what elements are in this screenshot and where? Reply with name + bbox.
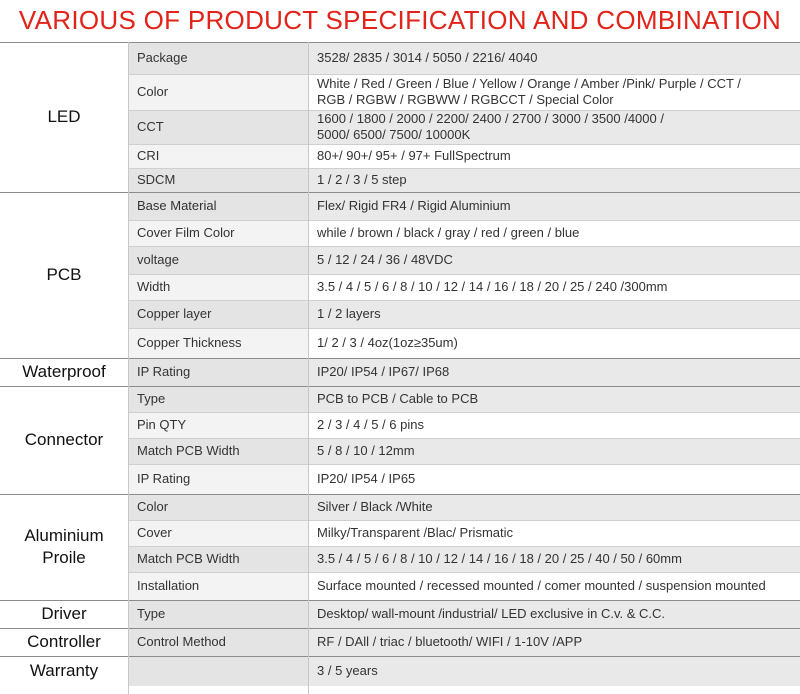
property-label: Copper layer bbox=[128, 300, 308, 328]
property-label: Color bbox=[128, 74, 308, 110]
property-value: 3.5 / 4 / 5 / 6 / 8 / 10 / 12 / 14 / 16 / 18 / 20 / 25 / 240 /300mm bbox=[308, 274, 800, 300]
property-value: 80+/ 90+/ 95+ / 97+ FullSpectrum bbox=[308, 144, 800, 168]
section-divider bbox=[0, 600, 800, 601]
property-label: Match PCB Width bbox=[128, 546, 308, 572]
property-label: Type bbox=[128, 600, 308, 628]
property-label: Match PCB Width bbox=[128, 438, 308, 464]
property-label: Type bbox=[128, 386, 308, 412]
property-label: Cover bbox=[128, 520, 308, 546]
section-label: Controller bbox=[0, 628, 128, 656]
property-value: 1 / 2 / 3 / 5 step bbox=[308, 168, 800, 192]
property-value: while / brown / black / gray / red / green / blue bbox=[308, 220, 800, 246]
row-divider bbox=[128, 110, 800, 111]
property-value: 3528/ 2835 / 3014 / 5050 / 2216/ 4040 bbox=[308, 42, 800, 74]
property-label: Package bbox=[128, 42, 308, 74]
property-value: 3 / 5 years bbox=[308, 656, 800, 686]
property-value: 1/ 2 / 3 / 4oz(1oz≥35um) bbox=[308, 328, 800, 358]
property-value: 3.5 / 4 / 5 / 6 / 8 / 10 / 12 / 14 / 16 / 18 / 20 / 25 / 40 / 50 / 60mm bbox=[308, 546, 800, 572]
property-label: voltage bbox=[128, 246, 308, 274]
section-divider bbox=[0, 628, 800, 629]
property-label bbox=[128, 656, 308, 686]
section-label: LED bbox=[0, 42, 128, 192]
section-divider bbox=[0, 386, 800, 387]
property-label: CRI bbox=[128, 144, 308, 168]
property-label: Installation bbox=[128, 572, 308, 600]
property-label: Copper Thickness bbox=[128, 328, 308, 358]
property-value: 2 / 3 / 4 / 5 / 6 pins bbox=[308, 412, 800, 438]
spec-table bbox=[0, 42, 800, 694]
row-divider bbox=[128, 546, 800, 547]
property-label: Base Material bbox=[128, 192, 308, 220]
row-divider bbox=[128, 412, 800, 413]
property-label: Pin QTY bbox=[128, 412, 308, 438]
section-label: Waterproof bbox=[0, 358, 128, 386]
property-value: Milky/Transparent /Blac/ Prismatic bbox=[308, 520, 800, 546]
section-divider bbox=[0, 192, 800, 193]
property-value: Surface mounted / recessed mounted / comer mounted / suspension mounted bbox=[308, 572, 800, 600]
column-divider bbox=[308, 42, 309, 694]
property-label: IP Rating bbox=[128, 464, 308, 494]
row-divider bbox=[128, 74, 800, 75]
page-title: VARIOUS OF PRODUCT SPECIFICATION AND COMBINATION bbox=[18, 4, 782, 35]
row-divider bbox=[128, 168, 800, 169]
row-divider bbox=[128, 520, 800, 521]
section-label: Driver bbox=[0, 600, 128, 628]
column-divider bbox=[128, 42, 129, 694]
property-value: 1600 / 1800 / 2000 / 2200/ 2400 / 2700 / 3000 / 3500 /4000 / 5000/ 6500/ 7500/ 10000K bbox=[308, 110, 800, 144]
property-value: Silver / Black /White bbox=[308, 494, 800, 520]
row-divider bbox=[128, 328, 800, 329]
section-label: PCB bbox=[0, 192, 128, 358]
property-value: IP20/ IP54 / IP65 bbox=[308, 464, 800, 494]
row-divider bbox=[128, 246, 800, 247]
row-divider bbox=[128, 274, 800, 275]
property-value: 5 / 8 / 10 / 12mm bbox=[308, 438, 800, 464]
row-divider bbox=[128, 220, 800, 221]
property-label: IP Rating bbox=[128, 358, 308, 386]
property-label: CCT bbox=[128, 110, 308, 144]
property-label: Cover Film Color bbox=[128, 220, 308, 246]
property-value: 5 / 12 / 24 / 36 / 48VDC bbox=[308, 246, 800, 274]
property-label: Width bbox=[128, 274, 308, 300]
property-value: Desktop/ wall-mount /industrial/ LED exclusive in C.v. & C.C. bbox=[308, 600, 800, 628]
section-label: Connector bbox=[0, 386, 128, 494]
row-divider bbox=[128, 438, 800, 439]
property-label: SDCM bbox=[128, 168, 308, 192]
section-divider bbox=[0, 494, 800, 495]
section-label: Aluminium Proile bbox=[0, 494, 128, 600]
property-value: IP20/ IP54 / IP67/ IP68 bbox=[308, 358, 800, 386]
row-divider bbox=[128, 144, 800, 145]
property-value: 1 / 2 layers bbox=[308, 300, 800, 328]
property-value: Flex/ Rigid FR4 / Rigid Aluminium bbox=[308, 192, 800, 220]
section-label: Warranty bbox=[0, 656, 128, 686]
row-divider bbox=[128, 464, 800, 465]
property-value: White / Red / Green / Blue / Yellow / Orange / Amber /Pink/ Purple / CCT / RGB / RGBW / RGBWW / RGBCCT / Special Color bbox=[308, 74, 800, 110]
property-value: RF / DAll / triac / bluetooth/ WIFI / 1-10V /APP bbox=[308, 628, 800, 656]
property-label: Color bbox=[128, 494, 308, 520]
section-divider bbox=[0, 656, 800, 657]
property-label: Control Method bbox=[128, 628, 308, 656]
row-divider bbox=[128, 572, 800, 573]
section-divider bbox=[0, 42, 800, 43]
section-divider bbox=[0, 358, 800, 359]
row-divider bbox=[128, 300, 800, 301]
property-value: PCB to PCB / Cable to PCB bbox=[308, 386, 800, 412]
